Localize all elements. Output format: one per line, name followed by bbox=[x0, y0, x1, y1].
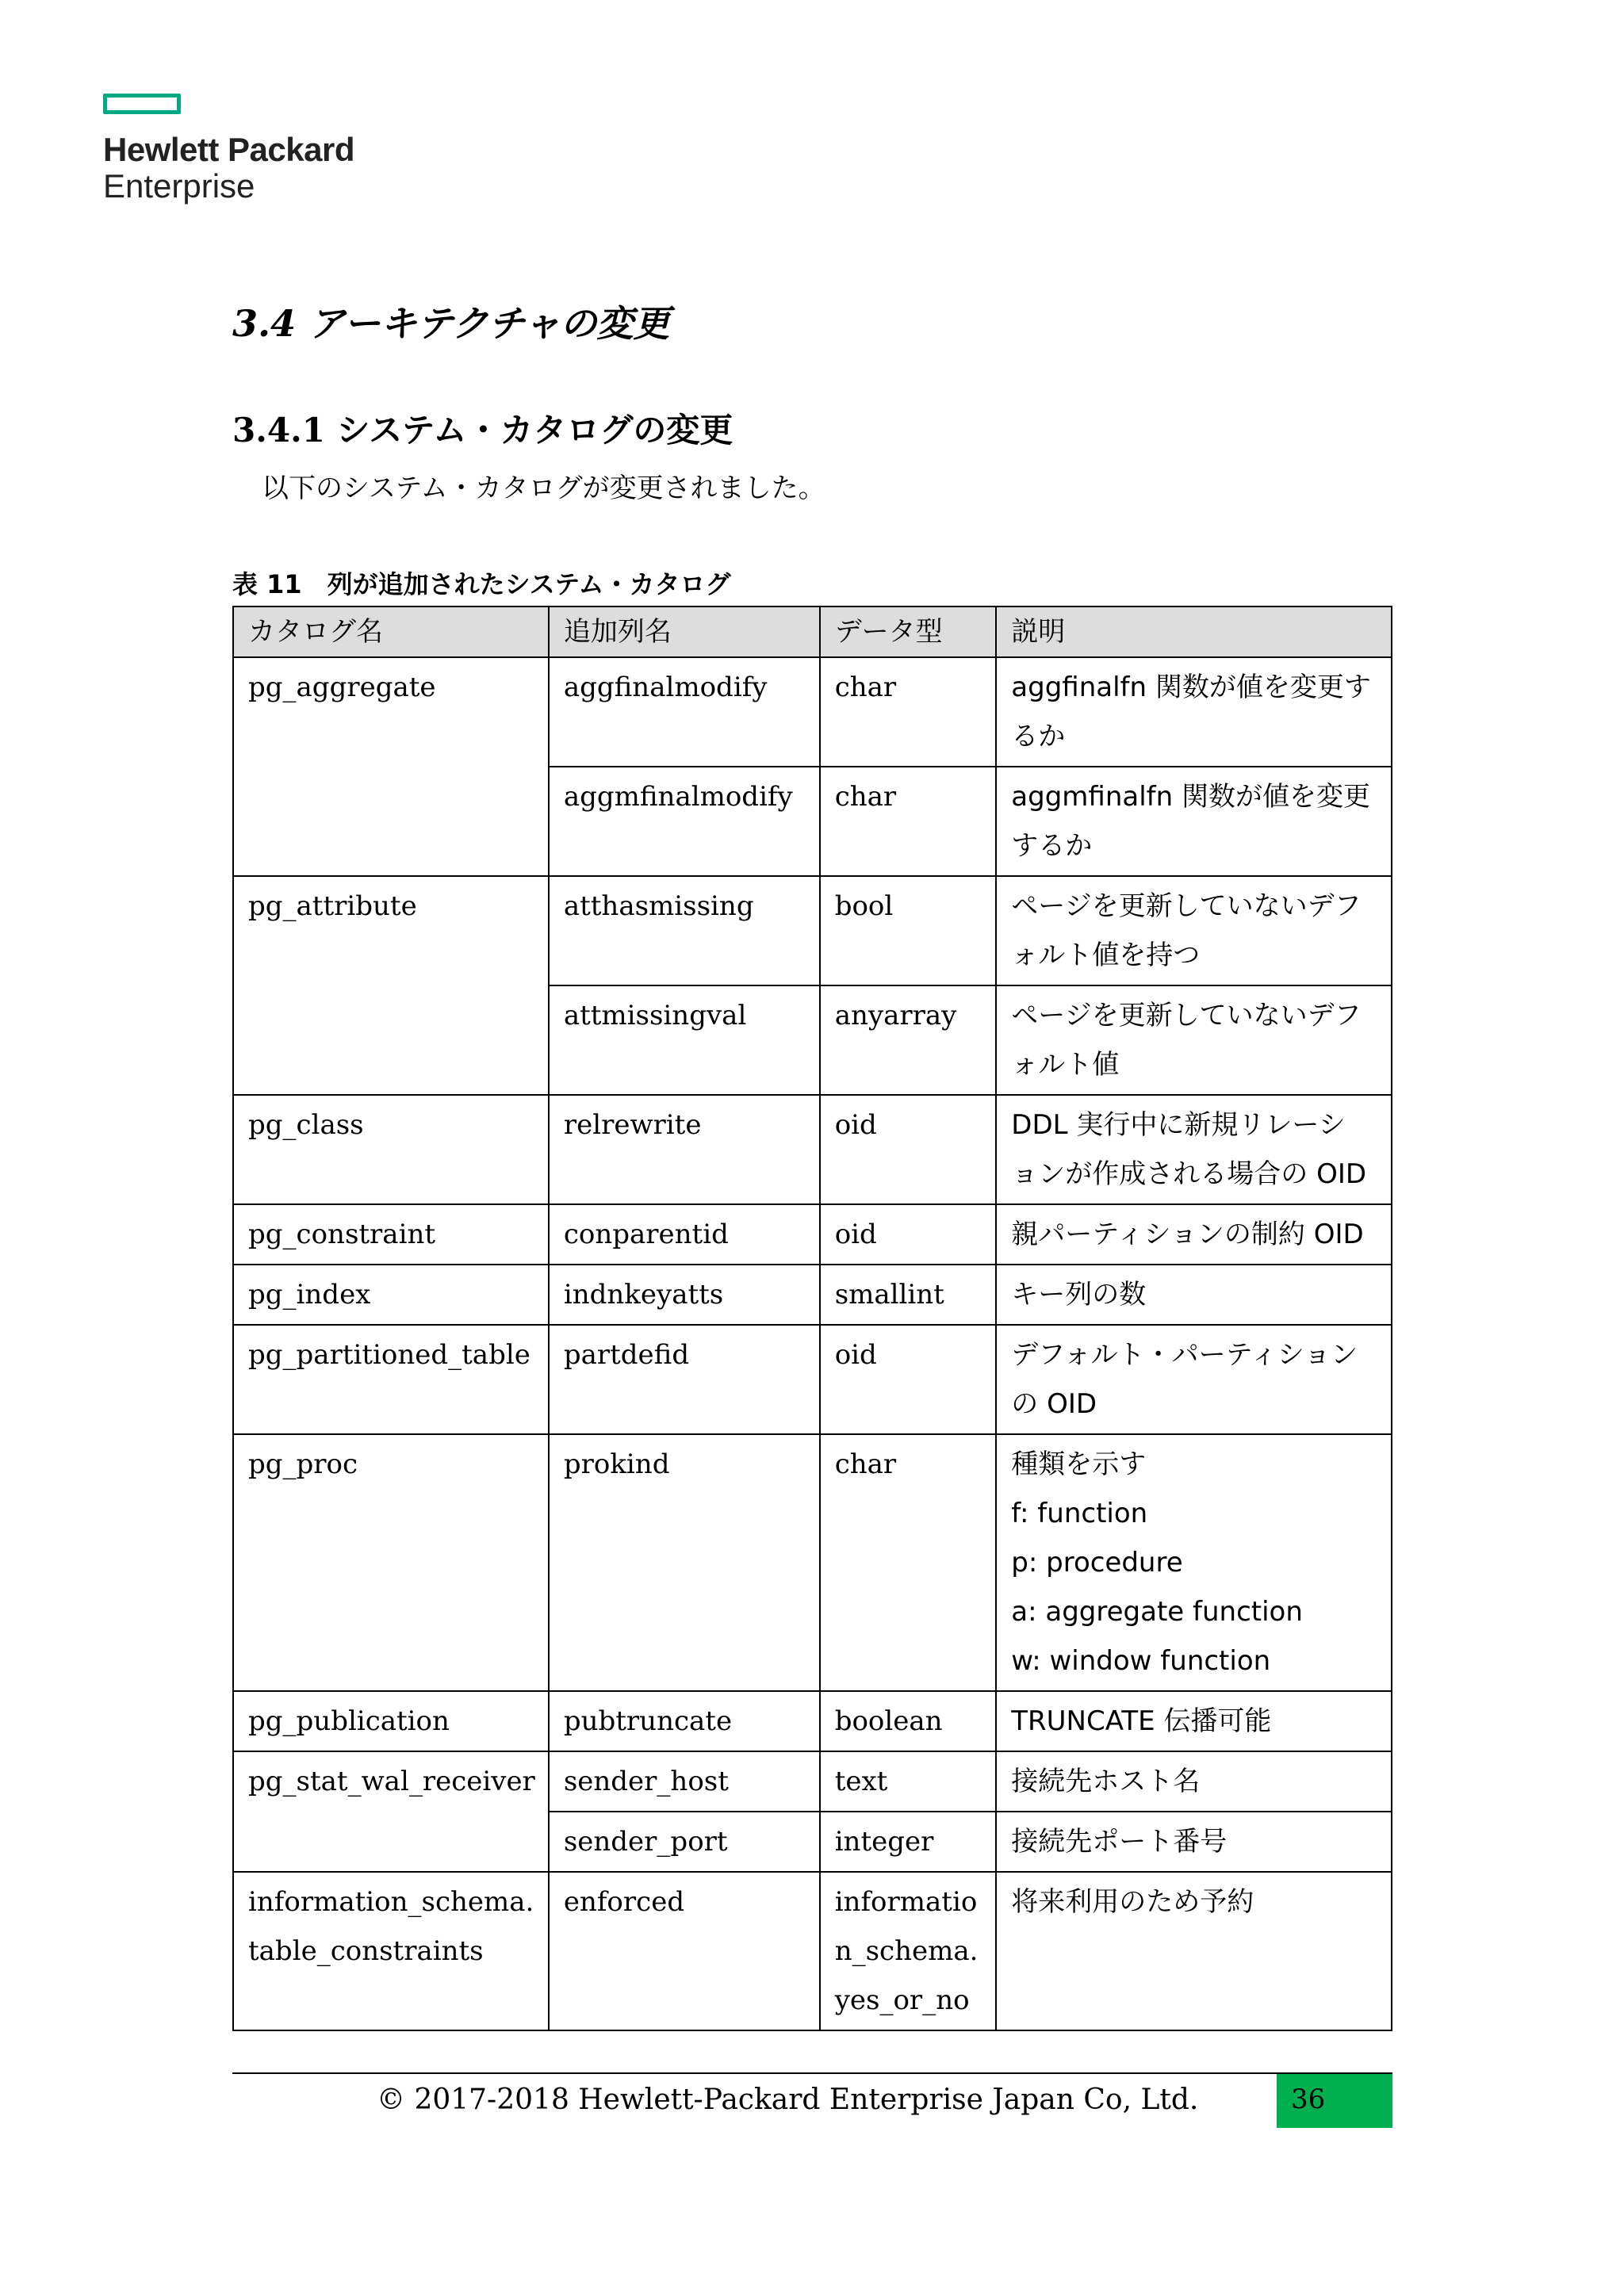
data-type-cell bbox=[820, 1325, 997, 1434]
cell-line: information_schema. bbox=[248, 1886, 534, 1918]
data-type-cell bbox=[820, 1751, 997, 1812]
cell-line: atthasmissing bbox=[563, 890, 754, 922]
cell-line: conparentid bbox=[563, 1219, 729, 1250]
cell-line: pg_class bbox=[248, 1109, 364, 1141]
catalog-name-cell bbox=[233, 1204, 549, 1265]
cell-line: f: function bbox=[1011, 1498, 1148, 1529]
header-column: 追加列名 bbox=[549, 607, 820, 657]
hpe-logo bbox=[103, 94, 354, 205]
table-row bbox=[233, 1204, 1392, 1265]
cell-line: sender_port bbox=[563, 1826, 728, 1858]
cell-line: char bbox=[834, 1448, 897, 1480]
cell-line: anyarray bbox=[834, 1000, 957, 1031]
cell-line: pg_index bbox=[248, 1279, 371, 1311]
cell-line: char bbox=[834, 672, 897, 703]
cell-line: TRUNCATE 伝播可能 bbox=[1011, 1705, 1272, 1737]
catalog-name-cell bbox=[233, 1434, 549, 1691]
cell-line: 接続先ポート番号 bbox=[1011, 1826, 1228, 1858]
cell-line: p: procedure bbox=[1011, 1547, 1183, 1578]
description-cell bbox=[996, 1812, 1392, 1872]
column-name-cell bbox=[549, 985, 820, 1095]
cell-line: aggfinalmodify bbox=[563, 672, 768, 703]
cell-line: 親パーティションの制約 OID bbox=[1011, 1219, 1364, 1250]
cell-line: boolean bbox=[834, 1705, 943, 1737]
data-type-cell bbox=[820, 657, 997, 767]
catalog-name-cell bbox=[233, 1872, 549, 2030]
table-row bbox=[233, 1434, 1392, 1691]
data-type-cell bbox=[820, 1812, 997, 1872]
table-row bbox=[233, 1325, 1392, 1434]
cell-line: るか bbox=[1011, 721, 1066, 752]
catalog-name-cell bbox=[233, 1691, 549, 1751]
cell-line: attmissingval bbox=[563, 1000, 747, 1031]
table-row bbox=[233, 1691, 1392, 1751]
catalog-name-cell bbox=[233, 876, 549, 1095]
table-row bbox=[233, 876, 1392, 985]
catalog-name-cell bbox=[233, 1325, 549, 1434]
description-cell bbox=[996, 1265, 1392, 1325]
cell-line: ページを更新していないデフ bbox=[1011, 890, 1362, 922]
table-header-row bbox=[233, 607, 1392, 657]
cell-line: ページを更新していないデフ bbox=[1011, 1000, 1362, 1031]
logo-text-line2: Enterprise bbox=[103, 167, 255, 205]
description-cell bbox=[996, 1872, 1392, 2030]
description-cell bbox=[996, 1751, 1392, 1812]
table-caption: 表 11 列が追加されたシステム・カタログ bbox=[232, 569, 731, 599]
intro-paragraph: 以下のシステム・カタログが変更されました。 bbox=[262, 473, 825, 504]
column-name-cell bbox=[549, 1691, 820, 1751]
cell-line: yes_or_no bbox=[834, 1984, 970, 2016]
description-cell bbox=[996, 876, 1392, 985]
page-number: 36 bbox=[1291, 2084, 1326, 2115]
footer-divider bbox=[232, 2072, 1392, 2074]
cell-line: 種類を示す bbox=[1011, 1448, 1147, 1480]
cell-line: aggmfinalmodify bbox=[563, 781, 793, 813]
data-type-cell bbox=[820, 876, 997, 985]
cell-line: smallint bbox=[834, 1279, 944, 1311]
cell-line: prokind bbox=[563, 1448, 670, 1480]
catalog-name-cell bbox=[233, 657, 549, 876]
cell-line: char bbox=[834, 781, 897, 813]
table-row bbox=[233, 1751, 1392, 1812]
column-name-cell bbox=[549, 1434, 820, 1691]
data-type-cell bbox=[820, 1691, 997, 1751]
cell-line: 接続先ホスト名 bbox=[1011, 1766, 1201, 1797]
cell-line: キー列の数 bbox=[1011, 1279, 1147, 1311]
data-type-cell bbox=[820, 1204, 997, 1265]
cell-line: pg_constraint bbox=[248, 1219, 436, 1250]
column-name-cell bbox=[549, 657, 820, 767]
column-name-cell bbox=[549, 876, 820, 985]
cell-line: partdefid bbox=[563, 1339, 690, 1371]
cell-line: oid bbox=[834, 1339, 877, 1371]
data-type-cell bbox=[820, 1095, 997, 1204]
section-heading: 3.4 アーキテクチャの変更 bbox=[232, 302, 670, 345]
column-name-cell bbox=[549, 1872, 820, 2030]
logo-text-line1: Hewlett Packard bbox=[103, 131, 354, 168]
description-cell bbox=[996, 1325, 1392, 1434]
cell-line: relrewrite bbox=[563, 1109, 702, 1141]
column-name-cell bbox=[549, 1812, 820, 1872]
data-type-cell bbox=[820, 1265, 997, 1325]
description-cell bbox=[996, 657, 1392, 767]
data-type-cell bbox=[820, 767, 997, 876]
cell-line: pg_stat_wal_receiver bbox=[248, 1766, 535, 1797]
data-type-cell bbox=[820, 985, 997, 1095]
cell-line: oid bbox=[834, 1109, 877, 1141]
cell-line: DDL 実行中に新規リレーシ bbox=[1011, 1109, 1346, 1141]
data-type-cell bbox=[820, 1872, 997, 2030]
header-description: 説明 bbox=[996, 607, 1392, 657]
cell-line: pg_publication bbox=[248, 1705, 450, 1737]
cell-line: pg_attribute bbox=[248, 890, 417, 922]
table-row bbox=[233, 1265, 1392, 1325]
description-cell bbox=[996, 1095, 1392, 1204]
footer-copyright: © 2017-2018 Hewlett-Packard Enterprise Japan Co, Ltd. bbox=[377, 2084, 1199, 2116]
cell-line: ォルト値 bbox=[1011, 1049, 1120, 1081]
catalog-name-cell bbox=[233, 1751, 549, 1872]
cell-line: table_constraints bbox=[248, 1935, 484, 1967]
cell-line: 将来利用のため予約 bbox=[1011, 1886, 1254, 1918]
header-catalog: カタログ名 bbox=[233, 607, 549, 657]
cell-line: text bbox=[834, 1766, 888, 1797]
cell-line: indnkeyatts bbox=[563, 1279, 724, 1311]
cell-line: integer bbox=[834, 1826, 934, 1858]
column-name-cell bbox=[549, 1265, 820, 1325]
cell-line: ォルト値を持つ bbox=[1011, 939, 1201, 971]
cell-line: a: aggregate function bbox=[1011, 1596, 1303, 1628]
description-cell bbox=[996, 1691, 1392, 1751]
cell-line: aggmfinalfn 関数が値を変更 bbox=[1011, 781, 1370, 813]
cell-line: enforced bbox=[563, 1886, 685, 1918]
header-type: データ型 bbox=[820, 607, 997, 657]
column-name-cell bbox=[549, 1325, 820, 1434]
cell-line: pg_partitioned_table bbox=[248, 1339, 530, 1371]
cell-line: bool bbox=[834, 890, 894, 922]
subsection-heading: 3.4.1 システム・カタログの変更 bbox=[232, 411, 733, 450]
catalog-name-cell bbox=[233, 1095, 549, 1204]
hpe-logo-mark bbox=[103, 94, 181, 114]
description-cell bbox=[996, 767, 1392, 876]
cell-line: aggfinalfn 関数が値を変更す bbox=[1011, 672, 1371, 703]
cell-line: の OID bbox=[1011, 1388, 1097, 1420]
description-cell bbox=[996, 985, 1392, 1095]
column-name-cell bbox=[549, 1204, 820, 1265]
cell-line: するか bbox=[1011, 830, 1093, 862]
table-row bbox=[233, 657, 1392, 767]
cell-line: ョンが作成される場合の OID bbox=[1011, 1158, 1367, 1190]
catalog-table bbox=[232, 606, 1392, 2031]
cell-line: n_schema. bbox=[834, 1935, 979, 1967]
description-cell bbox=[996, 1434, 1392, 1691]
cell-line: w: window function bbox=[1011, 1645, 1271, 1677]
description-cell bbox=[996, 1204, 1392, 1265]
data-type-cell bbox=[820, 1434, 997, 1691]
catalog-name-cell bbox=[233, 1265, 549, 1325]
table-body bbox=[233, 657, 1392, 2030]
column-name-cell bbox=[549, 1095, 820, 1204]
cell-line: informatio bbox=[834, 1886, 978, 1918]
page-number-box bbox=[1277, 2074, 1392, 2128]
cell-line: pg_aggregate bbox=[248, 672, 436, 703]
cell-line: pubtruncate bbox=[563, 1705, 733, 1737]
cell-line: デフォルト・パーティション bbox=[1011, 1339, 1358, 1371]
column-name-cell bbox=[549, 1751, 820, 1812]
column-name-cell bbox=[549, 767, 820, 876]
cell-line: oid bbox=[834, 1219, 877, 1250]
table-row bbox=[233, 1095, 1392, 1204]
table-row bbox=[233, 1872, 1392, 2030]
cell-line: pg_proc bbox=[248, 1448, 358, 1480]
cell-line: sender_host bbox=[563, 1766, 729, 1797]
